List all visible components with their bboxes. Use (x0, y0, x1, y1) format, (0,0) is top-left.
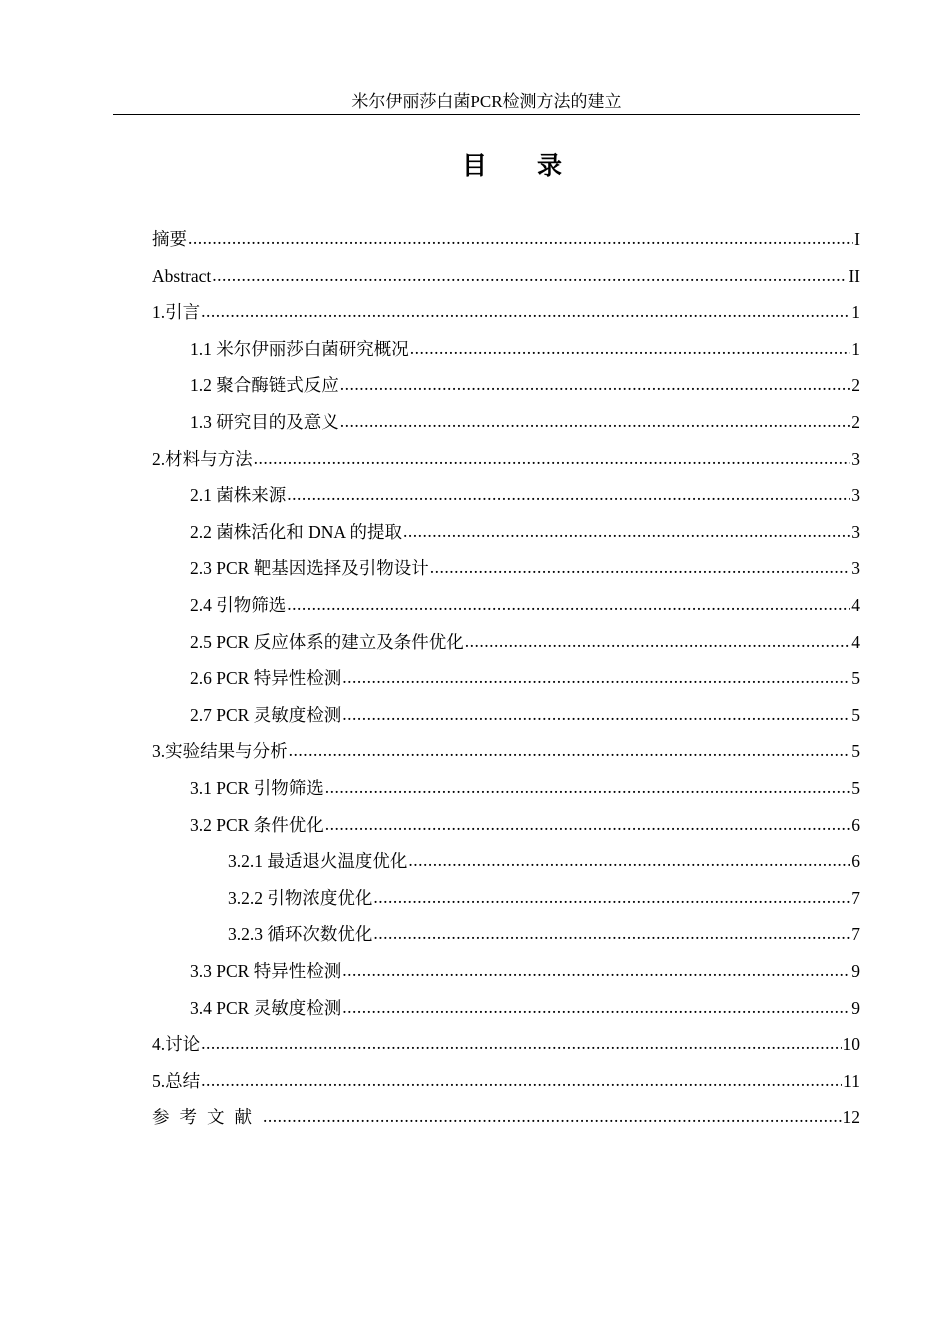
toc-entry-page: 4 (851, 631, 860, 652)
toc-title-char-1: 目 (461, 153, 489, 180)
toc-entry-page: 5 (851, 741, 860, 762)
dot-leader (373, 885, 850, 910)
dot-leader (188, 226, 853, 251)
toc-entry-label: 3.2.3 循环次数优化 (228, 924, 373, 945)
toc-entry-3-3[interactable] (190, 958, 860, 984)
toc-entry-page: 9 (851, 961, 860, 981)
toc-entry-page: 3 (851, 521, 860, 542)
toc-entry-1-3[interactable] (190, 409, 860, 435)
toc-entry-2-4[interactable] (190, 592, 860, 618)
toc-entry-page: 5 (851, 778, 860, 798)
toc-entry-label: 2.1 菌株来源 (190, 485, 287, 506)
dot-leader (289, 738, 851, 763)
dot-leader (325, 812, 851, 837)
toc-entry-label: 2.7 PCR 灵敏度检测 (190, 704, 342, 725)
toc-entry-3-2-1[interactable] (228, 848, 860, 874)
toc-entry-label: 2.6 PCR 特异性检测 (190, 668, 342, 689)
dot-leader (403, 519, 850, 544)
toc-entry-page: 5 (851, 704, 860, 725)
toc-entry-label: 5.总结 (152, 1070, 201, 1091)
dot-leader (201, 1031, 841, 1056)
toc-entry-label: 2.5 PCR 反应体系的建立及条件优化 (190, 631, 464, 652)
toc-entry-2-6[interactable] (190, 665, 860, 691)
dot-leader (410, 336, 851, 361)
toc-entry-3-2[interactable] (190, 812, 860, 838)
toc-entry-page: 3 (851, 485, 860, 506)
dot-leader (212, 263, 847, 288)
dot-leader (408, 848, 850, 873)
dot-leader (254, 446, 851, 471)
toc-entry-3-1[interactable] (190, 775, 860, 801)
toc-entry-label: 1.2 聚合酶链式反应 (190, 375, 339, 396)
toc-entry-abstract-cn[interactable] (152, 226, 860, 252)
toc-entry-2-2[interactable] (190, 519, 860, 545)
toc-entry-1-2[interactable] (190, 372, 860, 398)
toc-entry-label: 2.3 PCR 靶基因选择及引物设计 (190, 558, 429, 579)
toc-entry-page: 4 (851, 595, 860, 615)
toc-entry-page: II (848, 265, 860, 286)
toc-entry-page: 6 (851, 851, 860, 872)
dot-leader (430, 555, 851, 580)
toc-entry-page: 1 (851, 338, 860, 359)
toc-entry-page: 3 (851, 558, 860, 579)
toc-entry-label: 3.3 PCR 特异性检测 (190, 961, 342, 981)
toc-entry-page: 3 (851, 448, 860, 469)
toc-entry-2[interactable] (152, 446, 860, 472)
toc-entry-3-2-2[interactable] (228, 885, 860, 911)
dot-leader (201, 1068, 842, 1093)
toc-entry-label: 1.1 米尔伊丽莎白菌研究概况 (190, 338, 409, 359)
dot-leader (373, 921, 850, 946)
toc-entry-label: 3.2.2 引物浓度优化 (228, 887, 373, 908)
dot-leader (342, 665, 850, 690)
toc-entry-label: 1.3 研究目的及意义 (190, 412, 339, 432)
dot-leader (342, 995, 850, 1020)
toc-entry-page: 9 (851, 997, 860, 1018)
running-header: 米尔伊丽莎白菌PCR检测方法的建立 (113, 91, 860, 115)
toc-entry-label: 摘要 (152, 229, 187, 249)
toc-entry-page: I (854, 229, 860, 249)
toc-entry-label: 3.1 PCR 引物筛选 (190, 778, 324, 798)
toc-entry-page: 6 (851, 814, 860, 835)
toc-entry-2-3[interactable] (190, 555, 860, 581)
toc-entry-label: 1.引言 (152, 302, 201, 323)
toc-entry-page: 2 (851, 412, 860, 432)
dot-leader (342, 958, 850, 983)
toc-entry-label: 参考文献 (152, 1107, 262, 1128)
toc-entry-label: 3.2 PCR 条件优化 (190, 814, 324, 835)
dot-leader (287, 592, 850, 617)
dot-leader (340, 409, 851, 434)
toc-entry-page: 7 (851, 887, 860, 908)
toc-entry-page: 2 (851, 375, 860, 396)
toc-entry-2-1[interactable] (190, 482, 860, 508)
dot-leader (465, 629, 851, 654)
dot-leader (287, 482, 850, 507)
toc-entry-3[interactable] (152, 738, 860, 764)
dot-leader (263, 1104, 842, 1129)
toc-entry-page: 10 (842, 1034, 860, 1055)
toc-title (0, 146, 950, 182)
dot-leader (325, 775, 851, 800)
dot-leader (201, 299, 850, 324)
toc-entry-page: 11 (843, 1070, 860, 1091)
toc-entry-label: Abstract (152, 265, 212, 286)
toc-entry-label: 2.材料与方法 (152, 448, 253, 469)
toc-entry-label: 4.讨论 (152, 1034, 201, 1055)
toc-entry-3-2-3[interactable] (228, 921, 860, 947)
toc-entry-label: 3.2.1 最适退火温度优化 (228, 851, 408, 872)
toc-entry-label: 2.4 引物筛选 (190, 595, 287, 615)
toc-title-char-2: 录 (537, 153, 565, 180)
toc-entry-page: 12 (842, 1107, 860, 1128)
toc-entry-5[interactable] (152, 1068, 860, 1094)
toc-entry-4[interactable] (152, 1031, 860, 1057)
dot-leader (340, 372, 851, 397)
toc-entry-label: 3.实验结果与分析 (152, 741, 288, 762)
toc-entry-2-7[interactable] (190, 702, 860, 728)
toc-entry-page: 1 (851, 302, 860, 323)
toc-entry-2-5[interactable] (190, 629, 860, 655)
dot-leader (342, 702, 850, 727)
toc-entry-references[interactable] (152, 1104, 860, 1130)
toc-entry-page: 7 (851, 924, 860, 945)
toc-entry-1[interactable] (152, 299, 860, 325)
toc-entry-1-1[interactable] (190, 336, 860, 362)
toc-entry-page: 5 (851, 668, 860, 689)
toc-entry-label: 2.2 菌株活化和 DNA 的提取 (190, 521, 402, 542)
toc-entry-abstract-en[interactable] (152, 263, 860, 289)
toc-entry-3-4[interactable] (190, 995, 860, 1021)
toc-entry-label: 3.4 PCR 灵敏度检测 (190, 997, 342, 1018)
